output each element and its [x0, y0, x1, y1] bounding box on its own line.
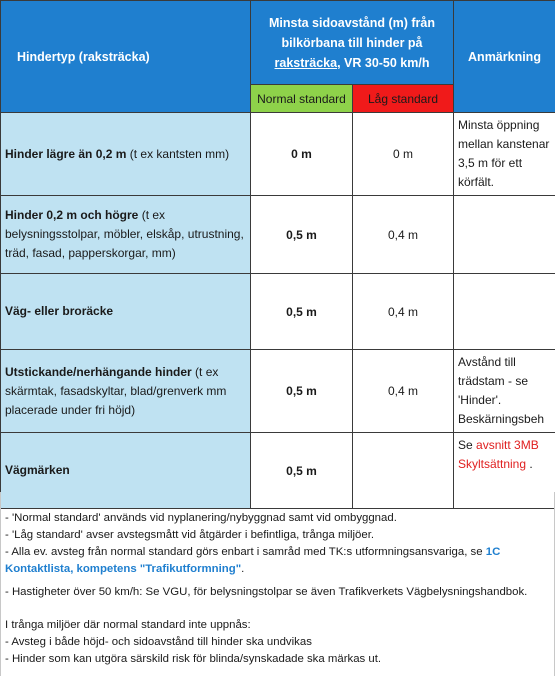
- row-label: [1, 196, 251, 274]
- table-row: [1, 196, 555, 274]
- header-anmarkning-label: Anmärkning: [468, 49, 541, 64]
- row-label: [1, 350, 251, 433]
- note-suffix: .: [526, 457, 533, 471]
- footer-line: - Hinder som kan utgöra särskild risk för blinda/synskadade ska märkas ut.: [5, 653, 382, 665]
- value-normal: 0,5 m: [251, 433, 353, 509]
- header-distance: [251, 1, 454, 85]
- subheader-normal-standard: Normal standard: [251, 85, 353, 113]
- value-low: 0,4 m: [353, 196, 454, 274]
- value-normal: 0,5 m: [251, 274, 353, 350]
- row-note: [454, 196, 555, 274]
- subheader-low-standard: Låg standard: [353, 85, 454, 113]
- row-label-bold: Hinder 0,2 m och högre: [5, 208, 139, 222]
- row-note: [454, 274, 555, 350]
- value-normal: 0 m: [251, 113, 353, 196]
- contact-list-link[interactable]: 1C Kontaktlista, kompetens "Trafikutformning": [5, 546, 501, 575]
- value-low: 0,4 m: [353, 350, 454, 433]
- row-label-text: (t ex belysningsstolpar, möbler, elskåp, utrustning, träd, fasad, papperskorgar, mm): [5, 208, 244, 260]
- header-distance-line1: Minsta sidoavstånd (m) från: [269, 15, 435, 30]
- footer-line: - Avsteg i både höjd- och sidoavstånd till hinder ska undvikas: [5, 636, 312, 648]
- footer-line: I trånga miljöer där normal standard inte uppnås:: [5, 619, 251, 631]
- row-label: [1, 274, 251, 350]
- footer-line: - 'Låg standard' avser avstegsmått vid åtgärder i befintliga, trånga miljöer.: [5, 529, 375, 541]
- row-label-text: (t ex kantsten mm): [126, 146, 230, 161]
- row-note: Avstånd till trädstam - se 'Hinder'. Beskärningsbeh: [454, 350, 555, 433]
- value-low: 0 m: [353, 113, 454, 196]
- row-label-bold: Utstickande/nerhängande hinder: [5, 364, 192, 379]
- row-label-bold: Väg- eller broräcke: [5, 304, 114, 318]
- footer-line-text: - Alla ev. avsteg från normal standard görs enbart i samråd med TK:s utformningsansvariga, se: [5, 546, 486, 558]
- header-hindertyp: [1, 1, 251, 113]
- value-normal: 0,5 m: [251, 196, 353, 274]
- row-label-bold: Hinder lägre än 0,2 m: [5, 146, 127, 161]
- row-label-bold: Vägmärken: [5, 463, 70, 477]
- table-row: [1, 350, 555, 433]
- row-label-text: (t ex skärmtak, fasadskyltar, blad/grenverk mm placerade under fri höjd): [5, 364, 227, 417]
- footer-notes: [0, 492, 555, 676]
- section-link-3mb[interactable]: avsnitt 3MB Skyltsättning: [458, 438, 539, 471]
- footer-line: - 'Normal standard' används vid nyplanering/nybyggnad samt vid ombyggnad.: [5, 512, 397, 524]
- note-prefix: Se: [458, 438, 477, 452]
- header-anmarkning: [454, 1, 555, 113]
- header-distance-underlined: raksträcka: [274, 55, 338, 70]
- header-distance-line3: , VR 30-50 km/h: [337, 55, 430, 70]
- header-distance-line2: bilkörbana till hinder på: [281, 35, 423, 50]
- value-normal: 0,5 m: [251, 350, 353, 433]
- row-note: Minsta öppning mellan kanstenar 3,5 m för ett körfält.: [454, 113, 555, 196]
- footer-line-end: .: [241, 563, 245, 575]
- value-low: 0,4 m: [353, 274, 454, 350]
- table-row: [1, 113, 555, 196]
- footer-line-contact: [5, 544, 550, 578]
- table-row: [1, 274, 555, 350]
- footer-line: - Hastigheter över 50 km/h: Se VGU, för belysningstolpar se även Trafikverkets Vägbelysningshandbok.: [5, 586, 528, 598]
- header-hindertyp-label: Hindertyp (raksträcka): [17, 49, 150, 64]
- row-label: [1, 113, 251, 196]
